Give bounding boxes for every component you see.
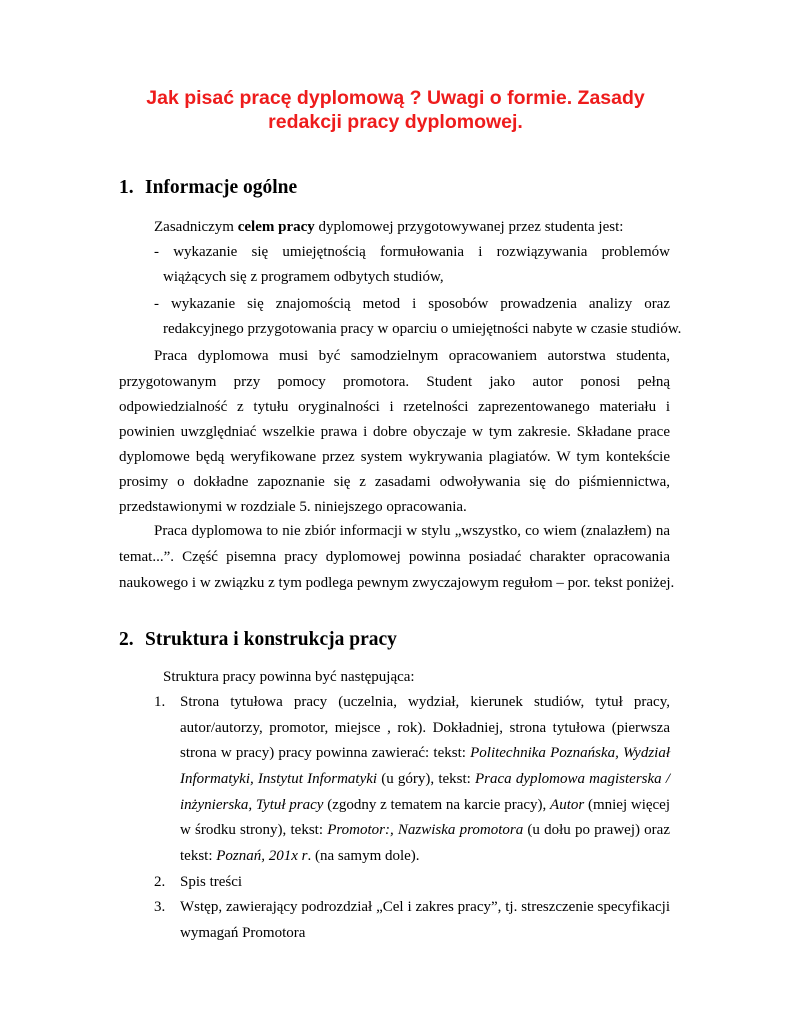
list-item-number: 3. <box>154 899 166 915</box>
list-text: . (na samym dole). <box>307 848 420 864</box>
list-item-line <box>180 693 670 711</box>
italic-text: Promotor:, Nazwiska promotora <box>327 822 524 838</box>
section-1-title: Informacje ogólne <box>145 177 298 198</box>
list-item-line <box>180 770 670 788</box>
list-text: tekst: <box>180 848 217 864</box>
para1-line: dyplomowe będą weryfikowane przez system wykrywania plagiatów. W tym kontekście <box>119 449 670 465</box>
bullet-2-line-1: - wykazanie się znajomością metod i sposobów prowadzenia analizy oraz <box>154 296 670 312</box>
section-2-title: Struktura i konstrukcja pracy <box>145 629 397 650</box>
para1-line: powinien uwzględniać wszelkie prawa i dobre obyczaje w tym zakresie. Składane prace <box>119 424 670 440</box>
list-item-line <box>180 847 420 865</box>
list-item-line <box>180 821 670 839</box>
section-1-number: 1. <box>119 177 134 198</box>
list-item-number: 1. <box>154 694 166 710</box>
list-item-line <box>180 924 305 942</box>
italic-text: Autor <box>550 797 585 813</box>
section-2-intro: Struktura pracy powinna być następująca: <box>163 669 415 685</box>
list-text: wymagań Promotora <box>180 925 306 941</box>
para1-line: odpowiedzialność z tytułu oryginalności i rzetelności zaprezentowanego materiału i <box>119 399 670 415</box>
para1-line: Praca dyplomowa musi być samodzielnym opracowaniem autorstwa studenta, <box>154 348 670 364</box>
title-line-2: redakcji pracy dyplomowej. <box>268 111 523 133</box>
italic-text: Politechnika Poznańska, Wydział <box>470 745 671 761</box>
para1-line: prosimy o dokładne zapoznanie się z zasadami odwoływania się do piśmiennictwa, <box>119 474 670 490</box>
list-item-line <box>180 873 242 891</box>
list-item-line <box>180 898 670 916</box>
para2-line: Praca dyplomowa to nie zbiór informacji w stylu „wszystko, co wiem (znalazłem) na <box>154 523 670 539</box>
list-item-line <box>180 719 670 737</box>
list-item-line <box>180 796 670 814</box>
section-2-heading <box>119 628 397 652</box>
section-2-number: 2. <box>119 629 134 650</box>
list-text: (mniej więcej <box>584 797 671 813</box>
list-text: w środku strony), tekst: <box>180 822 328 838</box>
italic-text: Praca dyplomowa magisterska / <box>475 771 671 787</box>
bullet-2-line-2: redakcyjnego przygotowania pracy w oparciu o umiejętności nabyte w czasie studiów. <box>163 321 682 337</box>
list-text: autor/autorzy, promotor, miejsce , rok). Dokładniej, strona tytułowa (pierwsza <box>180 720 670 736</box>
document-title <box>100 86 691 134</box>
intro-bold-text: celem pracy <box>237 219 315 235</box>
list-text: Strona tytułowa pracy (uczelnia, wydział, kierunek studiów, tytuł pracy, <box>180 694 670 710</box>
list-text: (zgodny z tematem na karcie pracy), <box>323 797 551 813</box>
section-1-intro <box>154 218 623 236</box>
intro-text: Zasadniczym <box>154 219 238 235</box>
list-item-line <box>180 744 670 762</box>
italic-text: inżynierska, Tytuł pracy <box>180 797 324 813</box>
list-text: (u góry), tekst: <box>377 771 475 787</box>
bullet-1-line-2: wiążących się z programem odbytych studiów, <box>163 269 444 285</box>
italic-text: Poznań, 201x r <box>216 848 308 864</box>
list-text: Spis treści <box>180 874 243 890</box>
list-item-number: 2. <box>154 874 166 890</box>
section-1-heading <box>119 176 297 200</box>
para1-line: przygotowanym przy pomocy promotora. Student jako autor ponosi pełną <box>119 374 670 390</box>
title-line-1: Jak pisać pracę dyplomową ? Uwagi o formie. Zasady <box>146 87 645 109</box>
list-text: (u dołu po prawej) oraz <box>523 822 670 838</box>
bullet-1-line-1: - wykazanie się umiejętnością formułowania i rozwiązywania problemów <box>154 244 670 260</box>
list-text: Wstęp, zawierający podrozdział „Cel i zakres pracy”, tj. streszczenie specyfikacji <box>180 899 670 915</box>
italic-text: Informatyki, Instytut Informatyki <box>180 771 378 787</box>
para1-line: przedstawionymi w rozdziale 5. niniejszego opracowania. <box>119 499 467 515</box>
list-text: strona w pracy) pracy powinna zawierać: tekst: <box>180 745 471 761</box>
intro-text-end: dyplomowej przygotowywanej przez studenta jest: <box>314 219 624 235</box>
para2-line: temat...”. Część pisemna pracy dyplomowej powinna posiadać charakter opracowania <box>119 549 670 565</box>
para2-line: naukowego i w związku z tym podlega pewnym zwyczajowym regułom – por. tekst poniżej. <box>119 575 675 591</box>
